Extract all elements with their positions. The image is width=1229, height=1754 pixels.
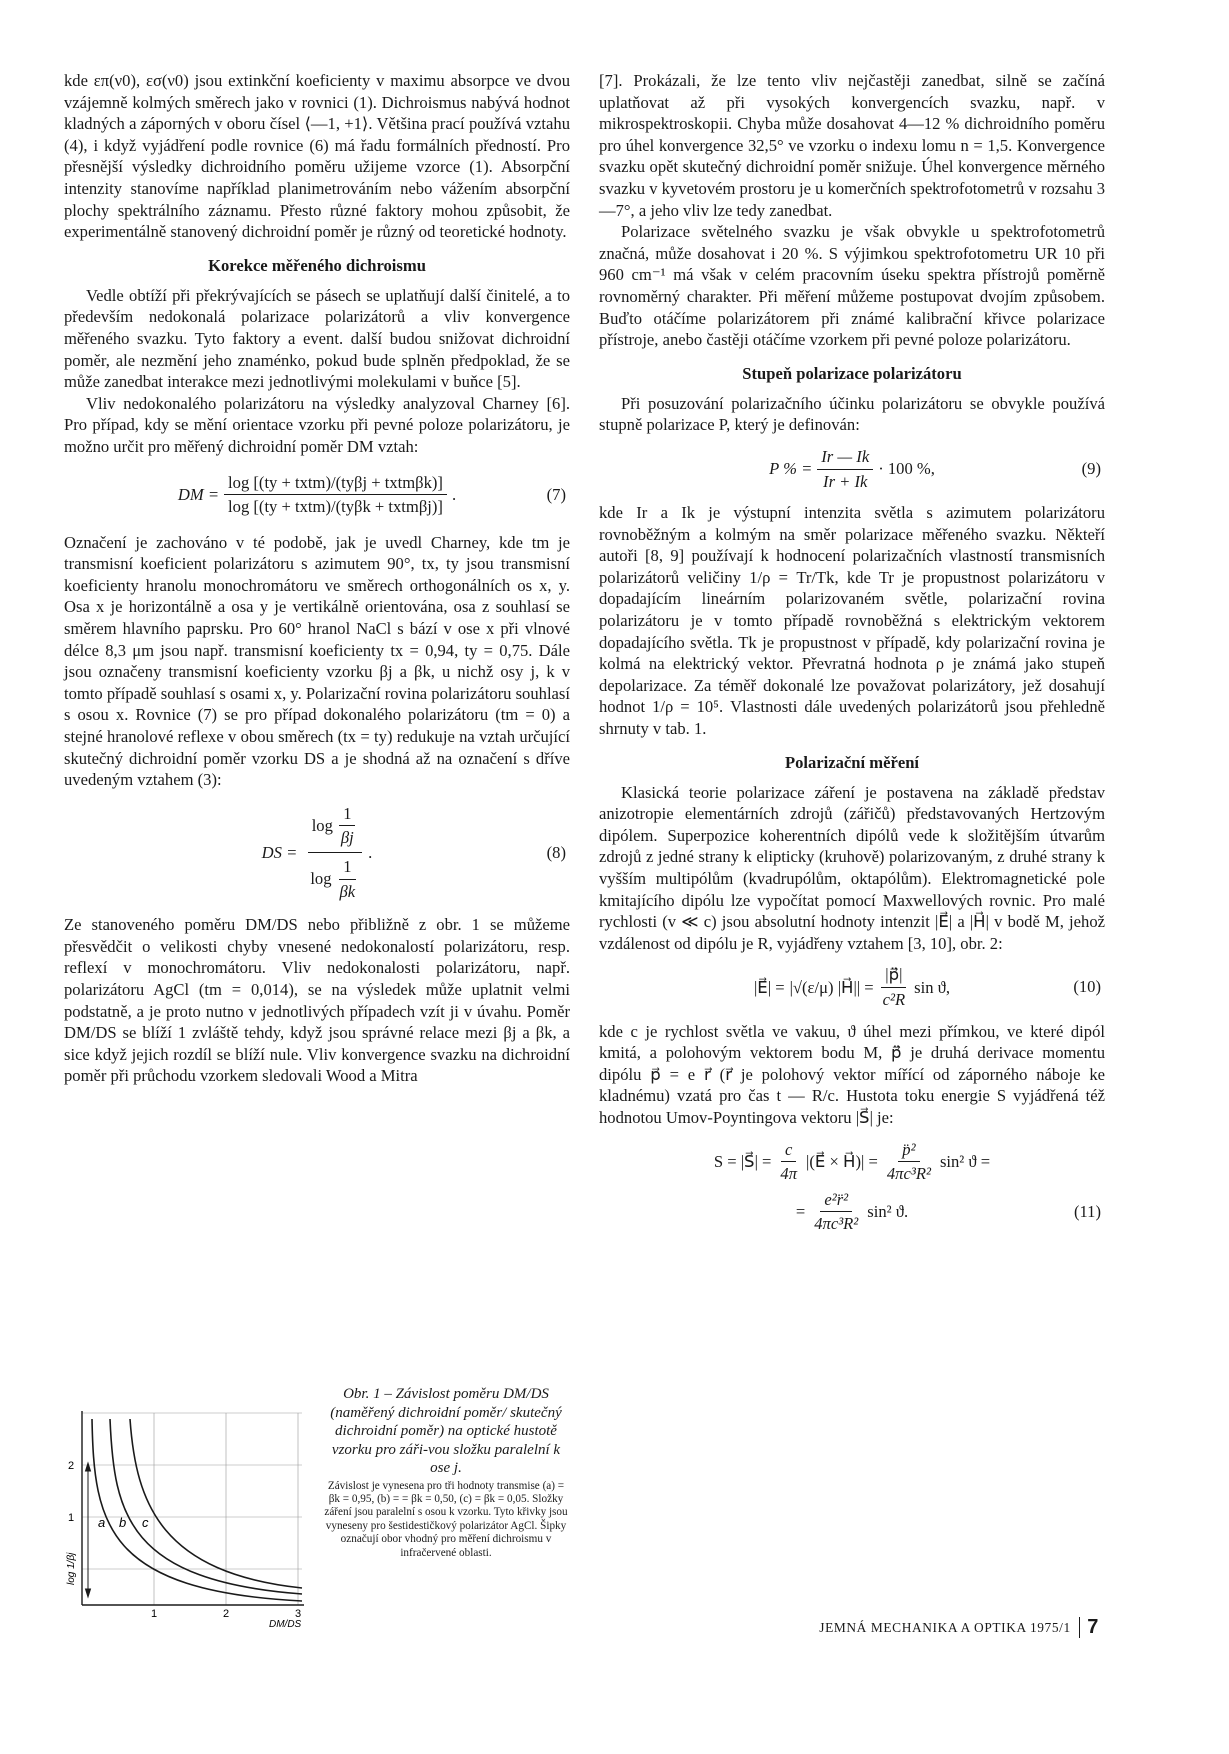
eq-rhs: sin ϑ, — [914, 977, 951, 997]
footer-divider — [1079, 1617, 1081, 1638]
eq-fraction — [224, 472, 447, 518]
journal-name: JEMNÁ MECHANIKA A OPTIKA 1975/1 — [819, 1619, 1071, 1635]
equation-number: (9) — [1081, 459, 1101, 479]
eq-fraction — [879, 964, 909, 1010]
equation-7: DM = $\frac{\text{log [(ty + txtm)/(tyβj + txtmβk)]}}{\text{log [(ty + txtm)/(tyβk + txtmβj)]}}$ . (7) — [177, 472, 566, 517]
equation-11a — [599, 1139, 1105, 1185]
figure-1 — [64, 1385, 570, 1645]
eq-numerator: |p⃗̈| — [881, 964, 906, 988]
paragraph: kde επ(ν0), εσ(ν0) jsou extinkční koeficienty v maximu absorpce ve dvou vzájemně kolmých směrech jako v rovnici (1). Dichroismus nabývá hodnot kladných a záporných v oboru čísel ⟨—1, +1⟩. Většina prací používá vztahu (4), i když vyjádření podle rovnice (6) má řadu formálních předností. Pro přesnější výsledky dichroidního poměru užijeme vzorce (1). Absorpční intenzity stanovíme například planimetrováním nebo vážením absorpční plochy spektrálního záznamu. Přesto různé faktory mohou způsobit, že experimentálně stanovený dichroidní poměr je různý od teoretické hodnoty. — [64, 71, 570, 242]
equation-number: (11) — [1073, 1202, 1101, 1222]
right-column — [599, 70, 1105, 1245]
equation-number: (10) — [1073, 977, 1101, 997]
paragraph: Ze stanoveného poměru DM/DS nebo přibližně z obr. 1 se můžeme přesvědčit o velikosti chyby vnesené nedokonalostí polarizátoru, resp. reflexí v monochromátoru. Vliv nedokonalosti polarizátoru, např. polarizátoru AgCl (tm = 0,014), se na výsledek může uplatnit velmi podstatně, a je proto nutno v jednotlivých případech vzít ji v úvahu. Poměr DM/DS se blíží 1 zvláště tehdy, když jsou správné relace mezi βj a βk, a sice když jejich rozdíl se blíží nule. Vliv konvergence svazku na dichroidní poměr při průchodu vzorkem sledovali Wood a Mitra — [64, 915, 570, 1086]
paragraph: Klasická teorie polarizace záření je postavena na základě představ anizotropie elementárních zdrojů (zářičů) představovaných Hertzovým dipólem. Superpozice koherentních dipólů vede k složitějším útvarům zdrojů z jedné strany k elipticky (kruhově) polarizovaným, z druhé strany k vyšším multipólům (kvadrupólům, oktapólům). Elektromagnetické pole kmitajícího dipólu lze vypočítat pomocí Maxwellových rovnic. Pro malé rychlosti (v ≪ c) jsou absolutní hodnoty intenzit |E⃗| a |H⃗| v bodě M, jehož vzdálenost od dipólu je R, vyjádřeny vztahem [3, 10], obr. 2: — [599, 782, 1105, 953]
eq-lhs: DM = — [177, 484, 220, 504]
paragraph: Polarizace světelného svazku je však obvykle u spektrofotometrů značná, může dosahovat i 20 %. S výjimkou spektrofotometru UR 10 při 960 cm⁻¹ má však v celém pracovním úseku spektra přístrojů poměrně rovnoměrný charakter. Při měření můžeme postupovat dvojím způsobem. Buďto otáčíme polarizátorem při známé kalibrační křivce polarizace přístroje, anebo častěji otáčíme vzorkem při pevné poloze polarizátoru. — [599, 222, 1105, 350]
eq-denominator: Ir + Ik — [823, 471, 868, 491]
paragraph: Vedle obtíží při překrývajících se pásech se uplatňují další činitelé, a to především nedokonalá polarizace polarizátorů a vliv konvergence měřeného svazku. Tyto faktory a event. další budou snižovat dichroidní poměr, ale nezmění jeho znaménko, pokud bude splněn předpoklad, že se může zanedbat interakce mezi jednotlivými molekulami v buňce [5]. — [64, 285, 570, 392]
caption-main: Obr. 1 – Závislost poměru DM/DS (naměřený dichroidní poměr/ skutečný dichroidní poměr) na optické hustotě vzorku pro záři-vou složku paralelní k ose j. — [330, 1386, 562, 1476]
eq-fraction: $\frac{\text{e²r̈²}}{\text{4πc³R²}}$ — [814, 1189, 859, 1234]
eq-denominator: log [(ty + txtm)/(tyβk + txtmβj)] — [228, 497, 443, 517]
section-heading: Polarizační měření — [784, 752, 920, 772]
y-axis-label: log 1/βj — [66, 1552, 77, 1585]
curve-label-b: b — [119, 1515, 127, 1530]
section-heading: Korekce měřeného dichroismu — [208, 255, 426, 275]
x-axis-label: DM/DS — [269, 1619, 302, 1630]
eq-fraction: $\frac{\text{p̈²}}{\text{4πc³R²}}$ — [886, 1139, 931, 1184]
caption-note: Závislost je vynesena pro tři hodnoty transmise (a) = βk = 0,95, (b) = = βk = 0,50, (c) = βk = 0,05. Složky záření jsou paralelní s osou k vzorku. Tyto křivky jsou vyneseny pro šestidestičkový polarizátor AgCl. Šipky označují obor vhodný pro měření dichroismu v infračervené oblasti. — [324, 1479, 568, 1559]
equation-10 — [599, 964, 1105, 1010]
x-tick: 1 — [151, 1608, 158, 1620]
eq-rhs: sin² ϑ. — [867, 1202, 909, 1222]
paragraph: kde c je rychlost světla ve vakuu, ϑ úhel mezi přímkou, ve které dipól kmitá, a polohovým vektorem bodu M, p⃗̈ je druhá derivace momentu dipólu p⃗ = e r⃗ (r⃗ je polohový vektor mířící od záporného náboje ke kladnému) vzatá pro čas t — R/c. Hustota toku energie S vyjádřená též hodnotou Umov-Poyntingova vektoru |S⃗| je: — [599, 1021, 1105, 1127]
eq-mid: |(E⃗ × H⃗)| = — [806, 1151, 878, 1171]
x-tick: 2 — [223, 1608, 230, 1620]
eq-numerator: log [(ty + txtm)/(tyβj + txtmβk)] — [224, 472, 447, 496]
equation-11b — [599, 1189, 1105, 1235]
paragraph: Vliv nedokonalého polarizátoru na výsledky analyzoval Charney [6]. Pro případ, kdy se mění orientace vzorku při pevné poloze polarizátoru, je možno určit pro měřený dichroidní poměr DM vztah: — [64, 393, 570, 456]
page-footer — [819, 1616, 1099, 1639]
eq-fraction — [817, 446, 873, 492]
equation-9 — [599, 446, 1105, 492]
paragraph: Při posuzování polarizačního účinku polarizátoru se obvykle používá stupně polarizace P, který je definován: — [599, 393, 1105, 435]
plot-grid — [82, 1413, 302, 1605]
eq-denominator: c²R — [882, 989, 906, 1009]
figure-plot — [64, 1405, 314, 1630]
page-number: 7 — [1087, 1616, 1099, 1638]
curve-label-c: c — [142, 1515, 149, 1530]
paragraph: Označení je zachováno v té podobě, jak je uvedl Charney, kde tm je transmisní koeficient polarizátoru s azimutem 90°, tx, ty jsou transmisní koeficienty hranolu monochromátoru ve směrech orthogonálních os x, y. Osa x je horizontálně a osa y je vertikálně orientována, osa z souhlasí se směrem hlavního paprsku. Pro 60° hranol NaCl s bází v ose x při vlnové délce 8,3 μm jsou např. transmisní koeficienty tx = 0,94, ty = 0,75. Dále jsou označeny transmisní koeficienty vzorku βj a βk, u nichž osy j, k v tomto případě souhlasí s osami x, y. Polarizační rovina polarizátoru souhlasí s osou x. Rovnice (7) se pro případ dokonalého polarizátoru (tm = 0) a stejné hranolové reflexe v obou směrech (tx = ty) redukuje na vztah určující skutečný dichroidní poměr vzorku DS a je shodná až na označení s dříve uvedeným vztahem (3): — [64, 532, 570, 790]
y-tick: 1 — [68, 1512, 75, 1524]
curve-b — [110, 1419, 302, 1594]
equation-number: (8) — [546, 842, 566, 862]
figure-caption — [322, 1385, 570, 1560]
eq-lhs: DS = — [261, 842, 298, 862]
left-column — [64, 70, 570, 1087]
eq-mid: |√(ε/μ) |H⃗|| = — [789, 977, 874, 997]
paragraph: kde Ir a Ik je výstupní intenzita světla s azimutem polarizátoru rovnoběžným a kolmým na směr polarizace měřeného svazku. Někteří autoři [8, 9] používají k hodnocení polarizačních vlastností transmisních polarizátorů veličiny 1/ρ = Tr/Tk, kde Tr je propustnost polarizátoru v dopadajícím lineárním polarizovaném světle, polarizační rovina polarizátoru je v tomto případě rovnoběžná s elektrickým vektorem dopadajícího světla. Tk je propustnost v případě, kdy polarizační rovina je kolmá na elektrický vektor. Převratná hodnota ρ je známá jako stupeň depolarizace. Za téměř dokonalé lze považovat polarizátory, jež dosahují hodnot 1/ρ = 10⁵. Vlastnosti dále uvedených polarizátorů jsou přehledně shrnuty v tab. 1. — [599, 503, 1105, 739]
eq-fraction: $\frac{c}{4\pi}$ — [780, 1139, 798, 1184]
equation-number: (7) — [546, 484, 566, 504]
eq-lhs: |E⃗| = — [753, 977, 785, 997]
eq-rhs: · 100 %, — [878, 459, 935, 479]
eq-rhs: sin² ϑ = — [939, 1151, 991, 1171]
section-heading: Stupeň polarizace polarizátoru — [742, 363, 962, 383]
curve-label-a: a — [98, 1515, 106, 1530]
eq-lhs: S = |S⃗| = — [713, 1151, 772, 1171]
equation-8: DS = log $\frac{1}{\beta j}$ log $\frac{1}{\beta k}$ . (8) — [261, 803, 566, 901]
eq-fraction: log $\frac{1}{\beta j}$ log $\frac{1}{\beta k}$ — [306, 803, 363, 902]
curve-c — [130, 1419, 302, 1588]
y-tick: 2 — [68, 1460, 75, 1472]
eq-lhs: P % = — [769, 459, 813, 479]
eq-numerator: Ir — Ik — [817, 446, 873, 470]
range-arrows — [86, 1463, 91, 1597]
eq-lhs: = — [795, 1202, 806, 1222]
x-tick: 3 — [295, 1608, 302, 1620]
paragraph: [7]. Prokázali, že lze tento vliv nejčastěji zanedbat, silně se začíná uplatňovat až při vysokých konvergencích svazku, např. v mikrospektroskopii. Chyba může dosahovat 4—12 % dichroidního poměru pro úhel konvergence 32,5° ve vzorku o indexu lomu n = 1,5. Konvergence svazku opět skutečný dichroidní poměr snižuje. Úhel konvergence měrného svazku v kyvetovém prostoru je u komerčních spektrofotometrů v rozsahu 3—7°, a jeho vliv lze tedy zanedbat. — [599, 71, 1105, 220]
